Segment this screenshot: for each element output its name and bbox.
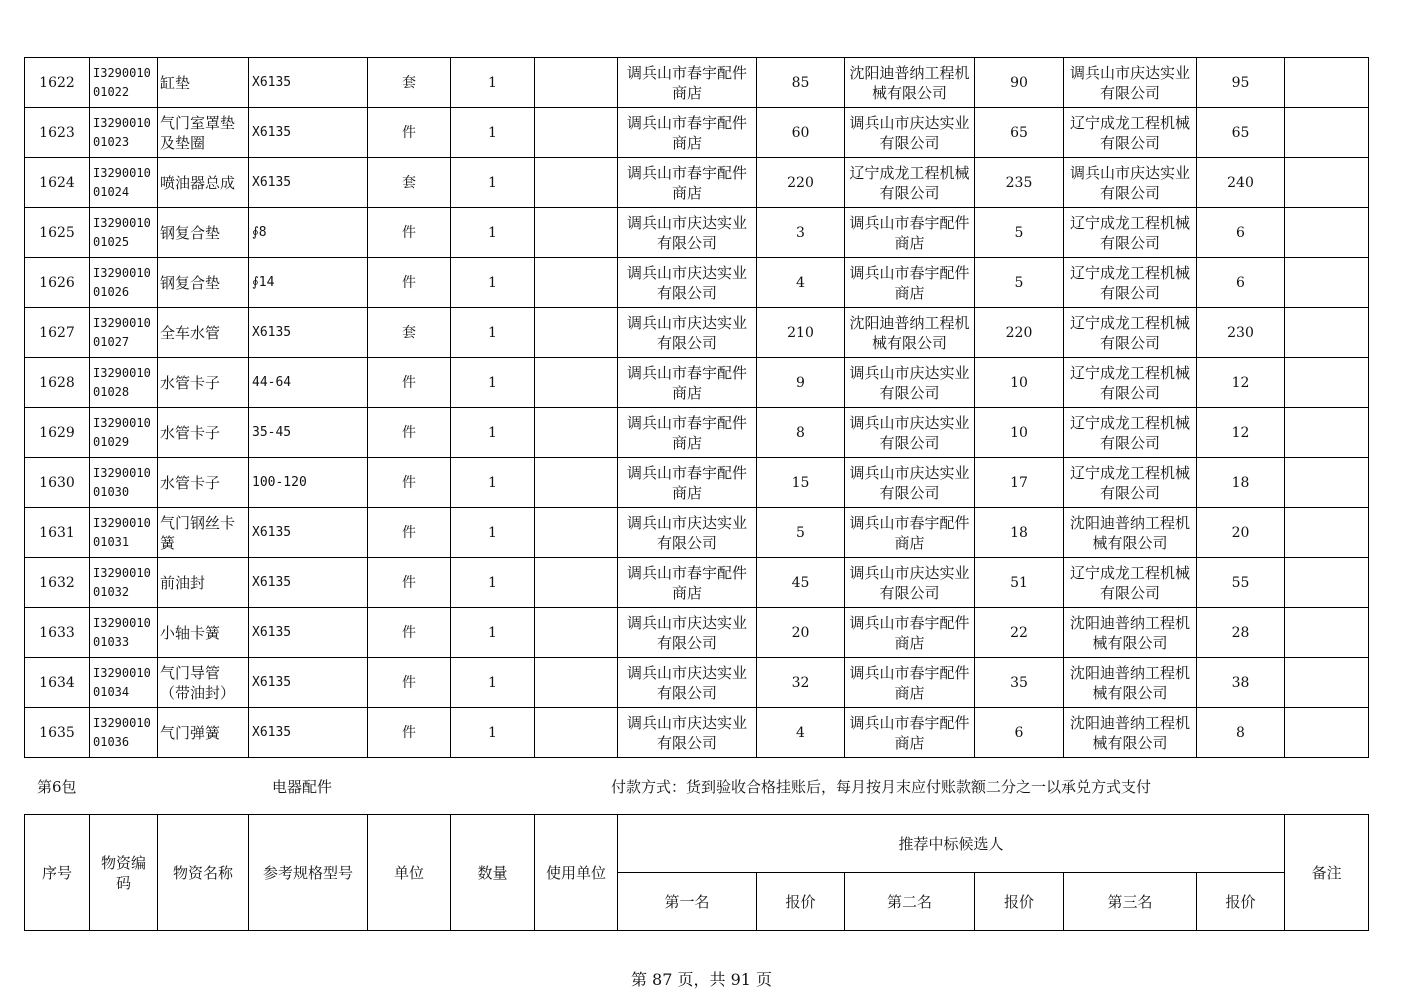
unit-cell: 件 (368, 458, 451, 508)
third-candidate-cell: 调兵山市庆达实业有限公司 (1064, 58, 1197, 108)
table-row (25, 508, 1369, 558)
qty-cell: 1 (451, 508, 535, 558)
second-price-cell: 90 (975, 58, 1064, 108)
name-cell: 前油封 (158, 558, 249, 608)
second-candidate-cell: 调兵山市庆达实业有限公司 (845, 358, 975, 408)
first-candidate-cell: 调兵山市庆达实业有限公司 (618, 658, 757, 708)
second-price-cell: 220 (975, 308, 1064, 358)
first-price-cell: 220 (757, 158, 845, 208)
second-candidate-cell: 调兵山市庆达实业有限公司 (845, 458, 975, 508)
name-cell: 缸垫 (158, 58, 249, 108)
note-cell (1285, 708, 1369, 758)
qty-cell: 1 (451, 558, 535, 608)
note-cell (1285, 158, 1369, 208)
header-price-2: 报价 (975, 873, 1064, 931)
third-candidate-cell: 沈阳迪普纳工程机械有限公司 (1064, 508, 1197, 558)
unit-cell: 件 (368, 608, 451, 658)
second-price-cell: 5 (975, 208, 1064, 258)
header-seq: 序号 (25, 815, 90, 931)
first-price-cell: 32 (757, 658, 845, 708)
unit-cell: 件 (368, 508, 451, 558)
third-price-cell: 8 (1197, 708, 1285, 758)
header-code: 物资编码 (90, 815, 158, 931)
seq-cell: 1625 (25, 208, 90, 258)
third-candidate-cell: 沈阳迪普纳工程机械有限公司 (1064, 658, 1197, 708)
use-cell (535, 108, 618, 158)
unit-cell: 套 (368, 58, 451, 108)
seq-cell: 1631 (25, 508, 90, 558)
note-cell (1285, 308, 1369, 358)
note-cell (1285, 608, 1369, 658)
table-row (25, 108, 1369, 158)
second-candidate-cell: 调兵山市庆达实业有限公司 (845, 408, 975, 458)
spec-cell: X6135 (249, 658, 368, 708)
note-cell (1285, 258, 1369, 308)
spec-cell: 35-45 (249, 408, 368, 458)
seq-cell: 1623 (25, 108, 90, 158)
header-note: 备注 (1285, 815, 1369, 931)
third-candidate-cell: 沈阳迪普纳工程机械有限公司 (1064, 608, 1197, 658)
page-footer: 第 87 页，共 91 页 (630, 970, 773, 989)
first-price-cell: 3 (757, 208, 845, 258)
second-price-cell: 6 (975, 708, 1064, 758)
unit-cell: 件 (368, 108, 451, 158)
qty-cell: 1 (451, 58, 535, 108)
note-cell (1285, 458, 1369, 508)
first-price-cell: 5 (757, 508, 845, 558)
second-candidate-cell: 调兵山市庆达实业有限公司 (845, 108, 975, 158)
unit-cell: 套 (368, 308, 451, 358)
spec-cell: 44-64 (249, 358, 368, 408)
second-candidate-cell: 调兵山市春宇配件商店 (845, 258, 975, 308)
table-row (25, 408, 1369, 458)
table-row (25, 458, 1369, 508)
seq-cell: 1627 (25, 308, 90, 358)
first-price-cell: 210 (757, 308, 845, 358)
table-row (25, 308, 1369, 358)
first-candidate-cell: 调兵山市春宇配件商店 (618, 358, 757, 408)
seq-cell: 1626 (25, 258, 90, 308)
unit-cell: 件 (368, 258, 451, 308)
spec-cell: ∮8 (249, 208, 368, 258)
qty-cell: 1 (451, 308, 535, 358)
first-candidate-cell: 调兵山市春宇配件商店 (618, 158, 757, 208)
third-price-cell: 6 (1197, 208, 1285, 258)
spec-cell: ∮14 (249, 258, 368, 308)
first-candidate-cell: 调兵山市春宇配件商店 (618, 558, 757, 608)
spec-cell: X6135 (249, 308, 368, 358)
name-cell: 气门室罩垫及垫圈 (158, 108, 249, 158)
header-qty: 数量 (451, 815, 535, 931)
header-price-1: 报价 (757, 873, 845, 931)
third-candidate-cell: 辽宁成龙工程机械有限公司 (1064, 408, 1197, 458)
first-price-cell: 85 (757, 58, 845, 108)
second-candidate-cell: 沈阳迪普纳工程机械有限公司 (845, 58, 975, 108)
code-cell: I3290010 01022 (90, 58, 158, 108)
name-cell: 水管卡子 (158, 408, 249, 458)
second-price-cell: 65 (975, 108, 1064, 158)
table-row (25, 58, 1369, 108)
use-cell (535, 658, 618, 708)
name-cell: 钢复合垫 (158, 208, 249, 258)
payment-terms: 付款方式：货到验收合格挂账后，每月按月末应付账款额二分之一以承兑方式支付 (611, 778, 1152, 796)
spec-cell: X6135 (249, 558, 368, 608)
code-cell: I3290010 01032 (90, 558, 158, 608)
unit-cell: 件 (368, 408, 451, 458)
first-candidate-cell: 调兵山市庆达实业有限公司 (618, 258, 757, 308)
spec-cell: X6135 (249, 158, 368, 208)
first-candidate-cell: 调兵山市春宇配件商店 (618, 58, 757, 108)
third-price-cell: 95 (1197, 58, 1285, 108)
first-candidate-cell: 调兵山市庆达实业有限公司 (618, 308, 757, 358)
table-row (25, 258, 1369, 308)
package-header-table (24, 814, 1369, 931)
second-price-cell: 35 (975, 658, 1064, 708)
use-cell (535, 358, 618, 408)
first-candidate-cell: 调兵山市春宇配件商店 (618, 408, 757, 458)
name-cell: 小轴卡簧 (158, 608, 249, 658)
header-price-3: 报价 (1197, 873, 1285, 931)
name-cell: 水管卡子 (158, 358, 249, 408)
name-cell: 水管卡子 (158, 458, 249, 508)
first-price-cell: 45 (757, 558, 845, 608)
name-cell: 气门弹簧 (158, 708, 249, 758)
package-label: 第6包 (37, 778, 77, 796)
seq-cell: 1634 (25, 658, 90, 708)
use-cell (535, 258, 618, 308)
spec-cell: X6135 (249, 108, 368, 158)
use-cell (535, 708, 618, 758)
seq-cell: 1633 (25, 608, 90, 658)
use-cell (535, 558, 618, 608)
spec-cell: X6135 (249, 58, 368, 108)
first-candidate-cell: 调兵山市庆达实业有限公司 (618, 208, 757, 258)
code-cell: I3290010 01034 (90, 658, 158, 708)
first-candidate-cell: 调兵山市春宇配件商店 (618, 108, 757, 158)
note-cell (1285, 658, 1369, 708)
first-price-cell: 15 (757, 458, 845, 508)
header-name: 物资名称 (158, 815, 249, 931)
table-row (25, 708, 1369, 758)
first-price-cell: 4 (757, 258, 845, 308)
table-body (25, 58, 1369, 758)
second-candidate-cell: 调兵山市春宇配件商店 (845, 608, 975, 658)
code-cell: I3290010 01036 (90, 708, 158, 758)
table-row (25, 608, 1369, 658)
table-row (25, 658, 1369, 708)
qty-cell: 1 (451, 408, 535, 458)
first-candidate-cell: 调兵山市春宇配件商店 (618, 458, 757, 508)
qty-cell: 1 (451, 208, 535, 258)
unit-cell: 件 (368, 658, 451, 708)
use-cell (535, 508, 618, 558)
unit-cell: 件 (368, 558, 451, 608)
use-cell (535, 58, 618, 108)
seq-cell: 1628 (25, 358, 90, 408)
name-cell: 喷油器总成 (158, 158, 249, 208)
second-price-cell: 22 (975, 608, 1064, 658)
table-row (25, 158, 1369, 208)
unit-cell: 件 (368, 358, 451, 408)
code-cell: I3290010 01030 (90, 458, 158, 508)
package-info (0, 776, 1403, 798)
third-price-cell: 20 (1197, 508, 1285, 558)
code-cell: I3290010 01027 (90, 308, 158, 358)
second-price-cell: 10 (975, 408, 1064, 458)
code-cell: I3290010 01024 (90, 158, 158, 208)
header-unit: 单位 (368, 815, 451, 931)
spec-cell: 100-120 (249, 458, 368, 508)
second-candidate-cell: 调兵山市春宇配件商店 (845, 508, 975, 558)
use-cell (535, 408, 618, 458)
seq-cell: 1630 (25, 458, 90, 508)
third-price-cell: 6 (1197, 258, 1285, 308)
header-first: 第一名 (618, 873, 757, 931)
third-candidate-cell: 辽宁成龙工程机械有限公司 (1064, 458, 1197, 508)
third-candidate-cell: 辽宁成龙工程机械有限公司 (1064, 258, 1197, 308)
note-cell (1285, 208, 1369, 258)
second-candidate-cell: 调兵山市庆达实业有限公司 (845, 558, 975, 608)
note-cell (1285, 58, 1369, 108)
name-cell: 钢复合垫 (158, 258, 249, 308)
use-cell (535, 158, 618, 208)
third-candidate-cell: 辽宁成龙工程机械有限公司 (1064, 208, 1197, 258)
third-candidate-cell: 辽宁成龙工程机械有限公司 (1064, 108, 1197, 158)
use-cell (535, 308, 618, 358)
first-candidate-cell: 调兵山市庆达实业有限公司 (618, 708, 757, 758)
third-price-cell: 65 (1197, 108, 1285, 158)
note-cell (1285, 358, 1369, 408)
header-second: 第二名 (845, 873, 975, 931)
materials-table (24, 57, 1369, 758)
use-cell (535, 208, 618, 258)
second-price-cell: 10 (975, 358, 1064, 408)
second-price-cell: 5 (975, 258, 1064, 308)
header-candidates: 推荐中标候选人 (618, 815, 1285, 873)
first-price-cell: 60 (757, 108, 845, 158)
table-row (25, 358, 1369, 408)
qty-cell: 1 (451, 158, 535, 208)
name-cell: 气门钢丝卡簧 (158, 508, 249, 558)
code-cell: I3290010 01033 (90, 608, 158, 658)
qty-cell: 1 (451, 658, 535, 708)
spec-cell: X6135 (249, 508, 368, 558)
second-candidate-cell: 辽宁成龙工程机械有限公司 (845, 158, 975, 208)
second-price-cell: 17 (975, 458, 1064, 508)
third-candidate-cell: 辽宁成龙工程机械有限公司 (1064, 358, 1197, 408)
table-row (25, 558, 1369, 608)
second-price-cell: 51 (975, 558, 1064, 608)
first-candidate-cell: 调兵山市庆达实业有限公司 (618, 608, 757, 658)
third-candidate-cell: 沈阳迪普纳工程机械有限公司 (1064, 708, 1197, 758)
code-cell: I3290010 01025 (90, 208, 158, 258)
note-cell (1285, 108, 1369, 158)
third-price-cell: 18 (1197, 458, 1285, 508)
package-category: 电器配件 (272, 778, 333, 796)
first-price-cell: 20 (757, 608, 845, 658)
third-candidate-cell: 调兵山市庆达实业有限公司 (1064, 158, 1197, 208)
unit-cell: 套 (368, 158, 451, 208)
code-cell: I3290010 01028 (90, 358, 158, 408)
code-cell: I3290010 01023 (90, 108, 158, 158)
third-price-cell: 55 (1197, 558, 1285, 608)
code-cell: I3290010 01029 (90, 408, 158, 458)
code-cell: I3290010 01026 (90, 258, 158, 308)
qty-cell: 1 (451, 108, 535, 158)
note-cell (1285, 558, 1369, 608)
name-cell: 气门导管（带油封） (158, 658, 249, 708)
third-price-cell: 12 (1197, 358, 1285, 408)
third-price-cell: 240 (1197, 158, 1285, 208)
third-price-cell: 230 (1197, 308, 1285, 358)
first-candidate-cell: 调兵山市庆达实业有限公司 (618, 508, 757, 558)
seq-cell: 1632 (25, 558, 90, 608)
qty-cell: 1 (451, 458, 535, 508)
use-cell (535, 608, 618, 658)
second-price-cell: 235 (975, 158, 1064, 208)
third-price-cell: 12 (1197, 408, 1285, 458)
first-price-cell: 9 (757, 358, 845, 408)
second-price-cell: 18 (975, 508, 1064, 558)
third-price-cell: 38 (1197, 658, 1285, 708)
qty-cell: 1 (451, 258, 535, 308)
name-cell: 全车水管 (158, 308, 249, 358)
third-price-cell: 28 (1197, 608, 1285, 658)
unit-cell: 件 (368, 708, 451, 758)
third-candidate-cell: 辽宁成龙工程机械有限公司 (1064, 308, 1197, 358)
table-row (25, 208, 1369, 258)
second-candidate-cell: 调兵山市春宇配件商店 (845, 658, 975, 708)
header-use: 使用单位 (535, 815, 618, 931)
second-candidate-cell: 调兵山市春宇配件商店 (845, 208, 975, 258)
note-cell (1285, 408, 1369, 458)
note-cell (1285, 508, 1369, 558)
qty-cell: 1 (451, 708, 535, 758)
seq-cell: 1624 (25, 158, 90, 208)
spec-cell: X6135 (249, 608, 368, 658)
use-cell (535, 458, 618, 508)
header-third: 第三名 (1064, 873, 1197, 931)
qty-cell: 1 (451, 608, 535, 658)
seq-cell: 1635 (25, 708, 90, 758)
first-price-cell: 8 (757, 408, 845, 458)
code-cell: I3290010 01031 (90, 508, 158, 558)
unit-cell: 件 (368, 208, 451, 258)
qty-cell: 1 (451, 358, 535, 408)
spec-cell: X6135 (249, 708, 368, 758)
second-candidate-cell: 沈阳迪普纳工程机械有限公司 (845, 308, 975, 358)
third-candidate-cell: 辽宁成龙工程机械有限公司 (1064, 558, 1197, 608)
first-price-cell: 4 (757, 708, 845, 758)
header-spec: 参考规格型号 (249, 815, 368, 931)
second-candidate-cell: 调兵山市春宇配件商店 (845, 708, 975, 758)
seq-cell: 1622 (25, 58, 90, 108)
seq-cell: 1629 (25, 408, 90, 458)
